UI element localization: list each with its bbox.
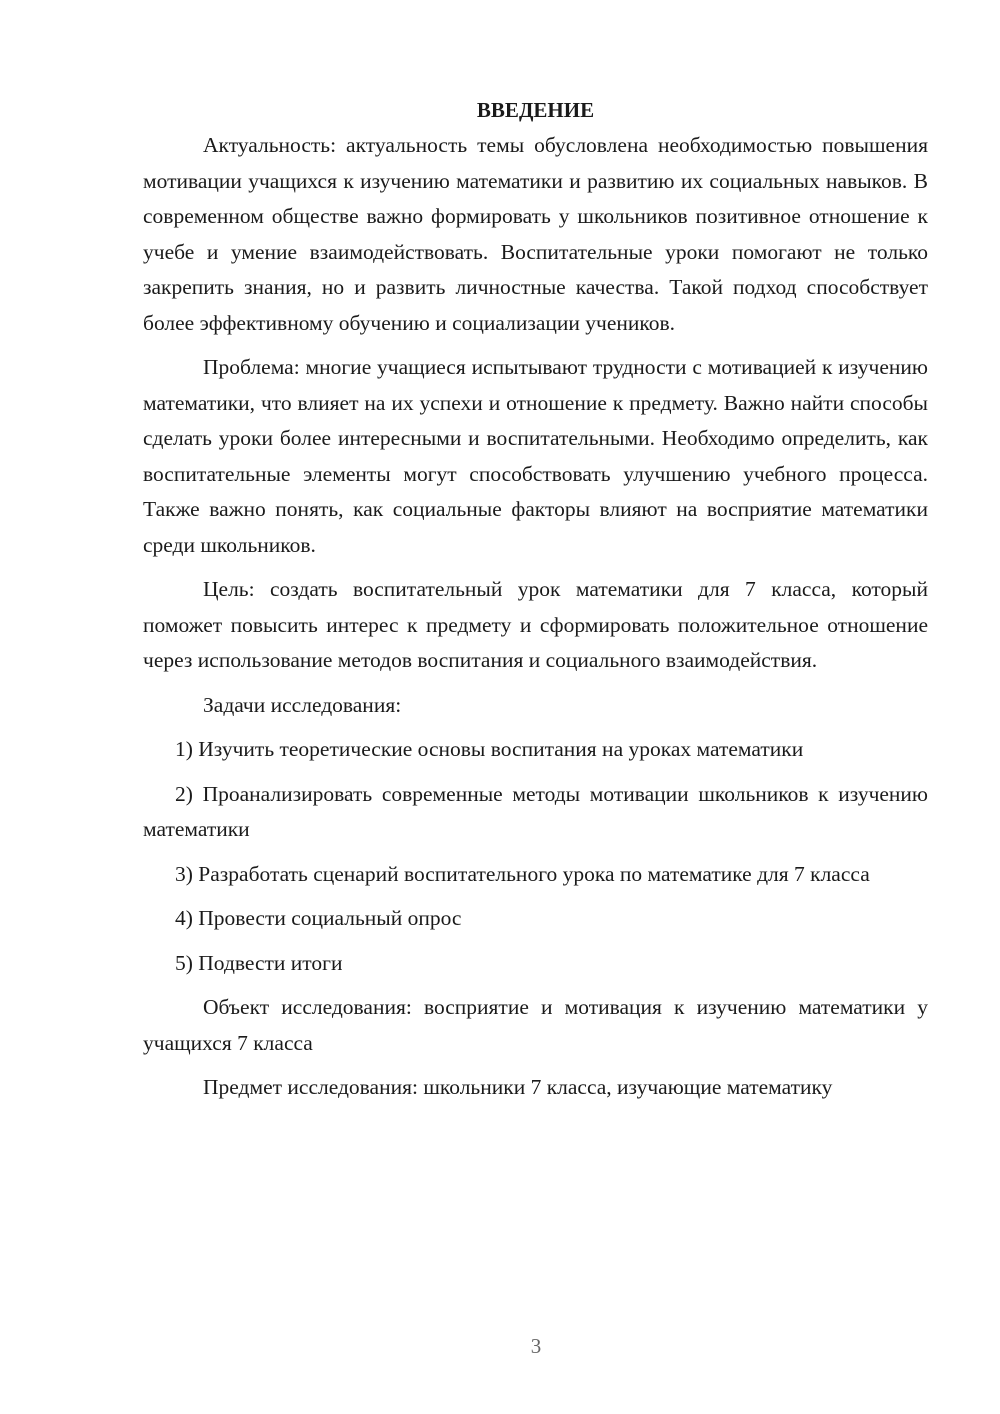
- task-item-5: 5) Подвести итоги: [175, 950, 343, 975]
- subject-paragraph: Предмет исследования: школьники 7 класса, изучающие математику: [203, 1075, 833, 1099]
- goal-paragraph: Цель: создать воспитательный урок математики для 7 класса, который поможет повысить интерес к предмету и сформировать положительное отношение через использование методов воспитания и социального взаимодействия.: [143, 577, 928, 672]
- task-item-4: 4) Провести социальный опрос: [175, 906, 462, 930]
- document-page: [143, 94, 928, 1115]
- tasks-label: Задачи исследования:: [203, 692, 402, 717]
- task-item-1: 1) Изучить теоретические основы воспитания на уроках математики: [175, 737, 804, 761]
- task-item-2: 2) Проанализировать современные методы мотивации школьников к изучению математики: [143, 781, 928, 841]
- relevance-paragraph: Актуальность: актуальность темы обусловлена необходимостью повышения мотивации учащихся к изучению математики и развитию их социальных навыков. В современном обществе важно формировать у школьников позитивное отношение к учебе и умение взаимодействовать. Воспитательные уроки помогают не только закрепить знания, но и развить личностные качества. Такой подход способствует более эффективному обучению и социализации учеников.: [143, 133, 928, 335]
- section-heading: ВВЕДЕНИЕ: [476, 98, 595, 122]
- object-paragraph: Объект исследования: восприятие и мотивация к изучению математики у учащихся 7 класса: [143, 995, 928, 1055]
- task-item-3: 3) Разработать сценарий воспитательного урока по математике для 7 класса: [175, 861, 870, 886]
- problem-paragraph: Проблема: многие учащиеся испытывают трудности с мотивацией к изучению математики, что влияет на их успехи и отношение к предмету. Важно найти способы сделать уроки более интересными и воспитательными. Необходимо определить, как воспитательные элементы могут способствовать улучшению учебного процесса. Также важно понять, как социальные факторы влияют на восприятие математики среди школьников.: [143, 355, 928, 557]
- page-number: 3: [530, 1334, 542, 1358]
